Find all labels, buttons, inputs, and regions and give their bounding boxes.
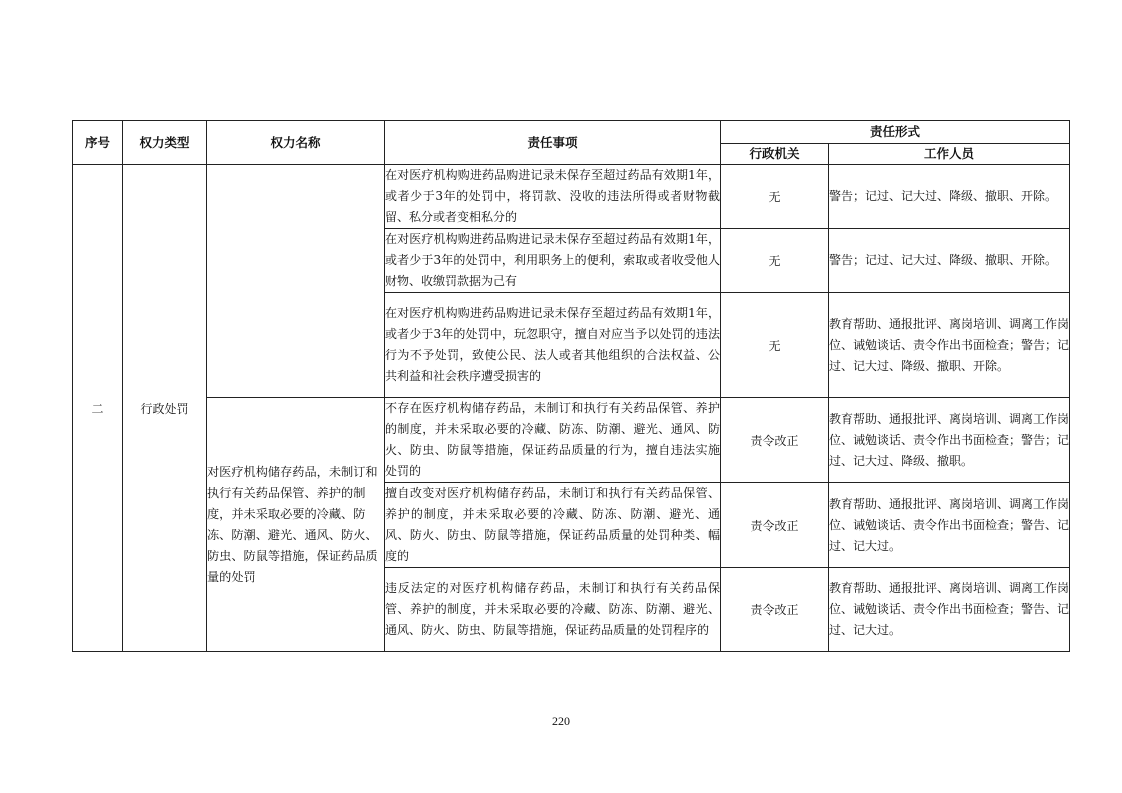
power-name-cell: 对医疗机构储存药品，未制订和执行有关药品保管、养护的制度，并未采取必要的冷藏、防冻、防潮、避光、通风、防火、防虫、防鼠等措施，保证药品质量的处罚 <box>207 398 385 652</box>
staff-cell: 教育帮助、通报批评、离岗培训、调离工作岗位、诫勉谈话、责令作出书面检查；警告；记过、记大过、降级、撤职。 <box>829 398 1070 483</box>
staff-cell: 教育帮助、通报批评、离岗培训、调离工作岗位、诫勉谈话、责令作出书面检查；警告；记过、记大过、降级、撤职、开除。 <box>829 293 1070 398</box>
header-staff: 工作人员 <box>829 144 1070 165</box>
staff-cell: 警告；记过、记大过、降级、撤职、开除。 <box>829 229 1070 293</box>
seq-cell: 二 <box>73 165 123 652</box>
responsibility-item: 不存在医疗机构储存药品，未制订和执行有关药品保管、养护的制度，并未采取必要的冷藏、防冻、防潮、避光、通风、防火、防虫、防鼠等措施，保证药品质量的行为，擅自违法实施处罚的 <box>385 398 721 483</box>
admin-organ-cell: 无 <box>721 229 829 293</box>
header-admin-organ: 行政机关 <box>721 144 829 165</box>
power-type-cell: 行政处罚 <box>123 165 207 652</box>
header-seq: 序号 <box>73 121 123 165</box>
responsibility-item: 在对医疗机构购进药品购进记录未保存至超过药品有效期1年，或者少于3年的处罚中，玩忽职守，擅自对应当予以处罚的违法行为不予处罚，致使公民、法人或者其他组织的合法权益、公共利益和社会秩序遭受损害的 <box>385 293 721 398</box>
responsibility-item: 擅自改变对医疗机构储存药品，未制订和执行有关药品保管、养护的制度，并未采取必要的冷藏、防冻、防潮、避光、通风、防火、防虫、防鼠等措施，保证药品质量的处罚种类、幅度的 <box>385 483 721 568</box>
header-responsibility-form: 责任形式 <box>721 121 1070 144</box>
admin-organ-cell: 无 <box>721 293 829 398</box>
admin-organ-cell: 责令改正 <box>721 568 829 652</box>
staff-cell: 教育帮助、通报批评、离岗培训、调离工作岗位、诫勉谈话、责令作出书面检查；警告、记过、记大过。 <box>829 483 1070 568</box>
responsibility-item: 在对医疗机构购进药品购进记录未保存至超过药品有效期1年，或者少于3年的处罚中，利用职务上的便利，索取或者收受他人财物、收缴罚款据为己有 <box>385 229 721 293</box>
admin-organ-cell: 无 <box>721 165 829 229</box>
power-name-cell <box>207 165 385 398</box>
page-number: 220 <box>552 714 570 728</box>
staff-cell: 教育帮助、通报批评、离岗培训、调离工作岗位、诫勉谈话、责令作出书面检查；警告、记过、记大过。 <box>829 568 1070 652</box>
header-power-type: 权力类型 <box>123 121 207 165</box>
admin-organ-cell: 责令改正 <box>721 398 829 483</box>
header-responsibility: 责任事项 <box>385 121 721 165</box>
responsibility-table <box>72 120 1070 652</box>
header-power-name: 权力名称 <box>207 121 385 165</box>
admin-organ-cell: 责令改正 <box>721 483 829 568</box>
table-row <box>73 398 1070 483</box>
table-row <box>73 165 1070 229</box>
staff-cell: 警告；记过、记大过、降级、撤职、开除。 <box>829 165 1070 229</box>
responsibility-item: 在对医疗机构购进药品购进记录未保存至超过药品有效期1年，或者少于3年的处罚中，将罚款、没收的违法所得或者财物截留、私分或者变相私分的 <box>385 165 721 229</box>
responsibility-item: 违反法定的对医疗机构储存药品，未制订和执行有关药品保管、养护的制度，并未采取必要的冷藏、防冻、防潮、避光、通风、防火、防虫、防鼠等措施，保证药品质量的处罚程序的 <box>385 568 721 652</box>
